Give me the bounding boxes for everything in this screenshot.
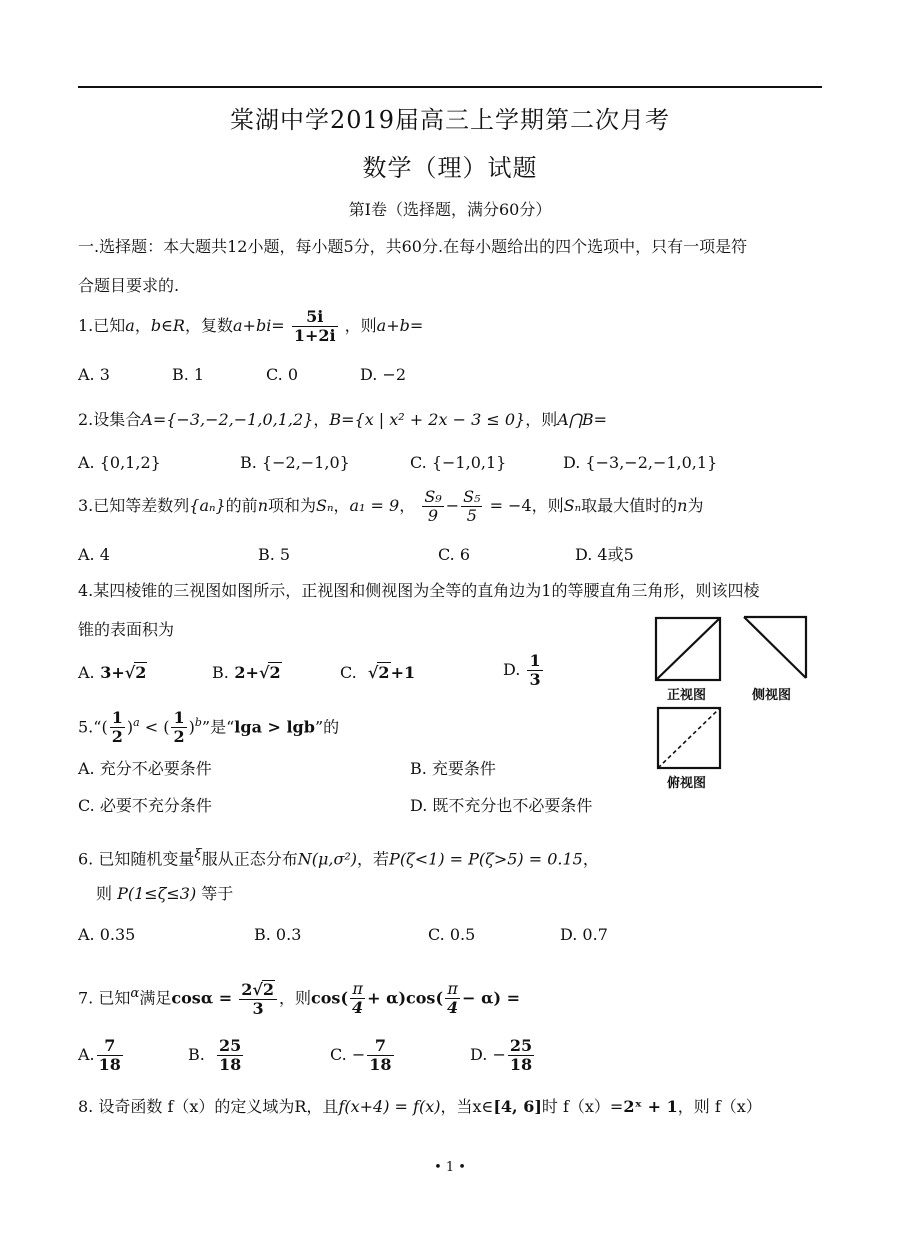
front-view-drawing xyxy=(656,618,720,680)
question-1-stem: 1.已知a，b∈R，复数a+bi= $\frac{5i}{1+2i}$ ，则a+b= xyxy=(78,307,424,345)
q6-option-d: D. 0.7 xyxy=(560,925,608,944)
q7-option-c: C. − $\frac{7}{18}$ xyxy=(330,1036,392,1074)
q7-option-d: D. − $\frac{25}{18}$ xyxy=(470,1036,533,1074)
instructions-line-1: 一.选择题：本大题共12小题，每小题5分，共60分.在每小题给出的四个选项中，只有一项是符 xyxy=(78,237,748,256)
top-view-drawing xyxy=(658,708,720,768)
q7-option-a: A. $\frac{7}{18}$ xyxy=(78,1036,121,1074)
q5-option-b: B. 充要条件 xyxy=(410,759,496,778)
q6-option-b: B. 0.3 xyxy=(254,925,302,944)
q1-option-d: D. −2 xyxy=(360,365,407,384)
side-view-label: 侧视图 xyxy=(752,688,792,703)
q7-option-b: B. $\frac{25}{18}$ xyxy=(188,1036,242,1074)
exam-subtitle: 数学（理）试题 xyxy=(362,154,538,182)
question-2-stem: 2.设集合A={−3,−2,−1,0,1,2}，B={x | x² + 2x − 3 ≤ 0}，则A⋂B= xyxy=(78,410,608,429)
side-view-drawing xyxy=(744,617,806,678)
q5-option-c: C. 必要不充分条件 xyxy=(78,796,212,815)
top-view-label: 俯视图 xyxy=(667,776,707,791)
front-view-label: 正视图 xyxy=(667,688,707,703)
q2-option-a: A. {0,1,2} xyxy=(78,453,161,472)
q3-fraction-s5: $\frac{\text{S₅}}{5}$ xyxy=(463,487,481,525)
q2-option-d: D. {−3,−2,−1,0,1} xyxy=(563,453,718,472)
q3-fraction-s9: $\frac{\text{S₉}}{9}$ xyxy=(424,487,442,525)
q1-option-b: B. 1 xyxy=(172,365,205,384)
q1-option-c: C. 0 xyxy=(266,365,299,384)
question-8-stem: 8. 设奇函数 f（x）的定义域为R，且f(x+4) = f(x)，当x∈[4, 6]时 f（x）=2ˣ + 1，则 f（x） xyxy=(78,1097,762,1116)
question-5-stem: 5.“( $\frac{1}{2}$ )$^a$ < ( $\frac{1}{2}$ )$^b$”是“lga > lgb”的 xyxy=(78,708,340,747)
q3-option-c: C. 6 xyxy=(438,545,471,564)
instructions-line-2: 合题目要求的. xyxy=(78,276,180,295)
q7-cos-fraction: $\frac{2√2}{3}$ xyxy=(239,980,277,1018)
question-4-line-1: 4.某四棱锥的三视图如图所示，正视图和侧视图为全等的直角边为1的等腰直角三角形，则该四棱 xyxy=(78,581,760,600)
q3-option-d: D. 4或5 xyxy=(575,545,634,564)
exam-title: 棠湖中学2019届高三上学期第二次月考 xyxy=(229,106,671,134)
q6-option-a: A. 0.35 xyxy=(78,925,136,944)
q4-option-b: B. 2+√2 xyxy=(212,663,281,682)
q2-option-b: B. {−2,−1,0} xyxy=(240,453,350,472)
question-3-stem: 3.已知等差数列{aₙ}的前n项和为Sₙ，a₁ = 9， $\frac{\text{S₉}}{9}$ − $\frac{\text{S₅}}{5}$ = −4，则Sₙ取最大值时的n为 xyxy=(78,487,704,525)
question-4-line-2: 锥的表面积为 xyxy=(78,620,175,639)
section-heading: 第I卷（选择题，满分60分） xyxy=(348,200,552,219)
question-7-stem: 7. 已知$^\alpha$满足cosα = $\frac{2√2}{3}$ ，则cos( $\frac{\pi}{4}$ + α)cos( $\frac{\pi}{4}$ − α) = xyxy=(78,979,520,1018)
question-6-line-2: 则 P(1≤ζ≤3) 等于 xyxy=(96,884,234,903)
q2-option-c: C. {−1,0,1} xyxy=(410,453,507,472)
q4-option-d: D. $\frac{1}{3}$ xyxy=(503,651,541,689)
q4-option-c: C. √2+1 xyxy=(340,663,416,682)
q6-option-c: C. 0.5 xyxy=(428,925,476,944)
question-6-stem: 6. 已知随机变量$^\xi$服从正态分布N(μ,σ²)，若P(ζ<1) = P(ζ>5) = 0.15， xyxy=(78,847,599,869)
q5-option-a: A. 充分不必要条件 xyxy=(78,759,212,778)
q5-option-d: D. 既不充分也不必要条件 xyxy=(410,796,593,815)
q1-option-a: A. 3 xyxy=(78,365,110,384)
page-number: • 1 • xyxy=(434,1160,466,1175)
q1-fraction: $\frac{5i}{1+2i}$ xyxy=(293,307,336,345)
q4-option-a: A. 3+√2 xyxy=(78,663,147,682)
q3-option-a: A. 4 xyxy=(78,545,110,564)
q3-option-b: B. 5 xyxy=(258,545,291,564)
